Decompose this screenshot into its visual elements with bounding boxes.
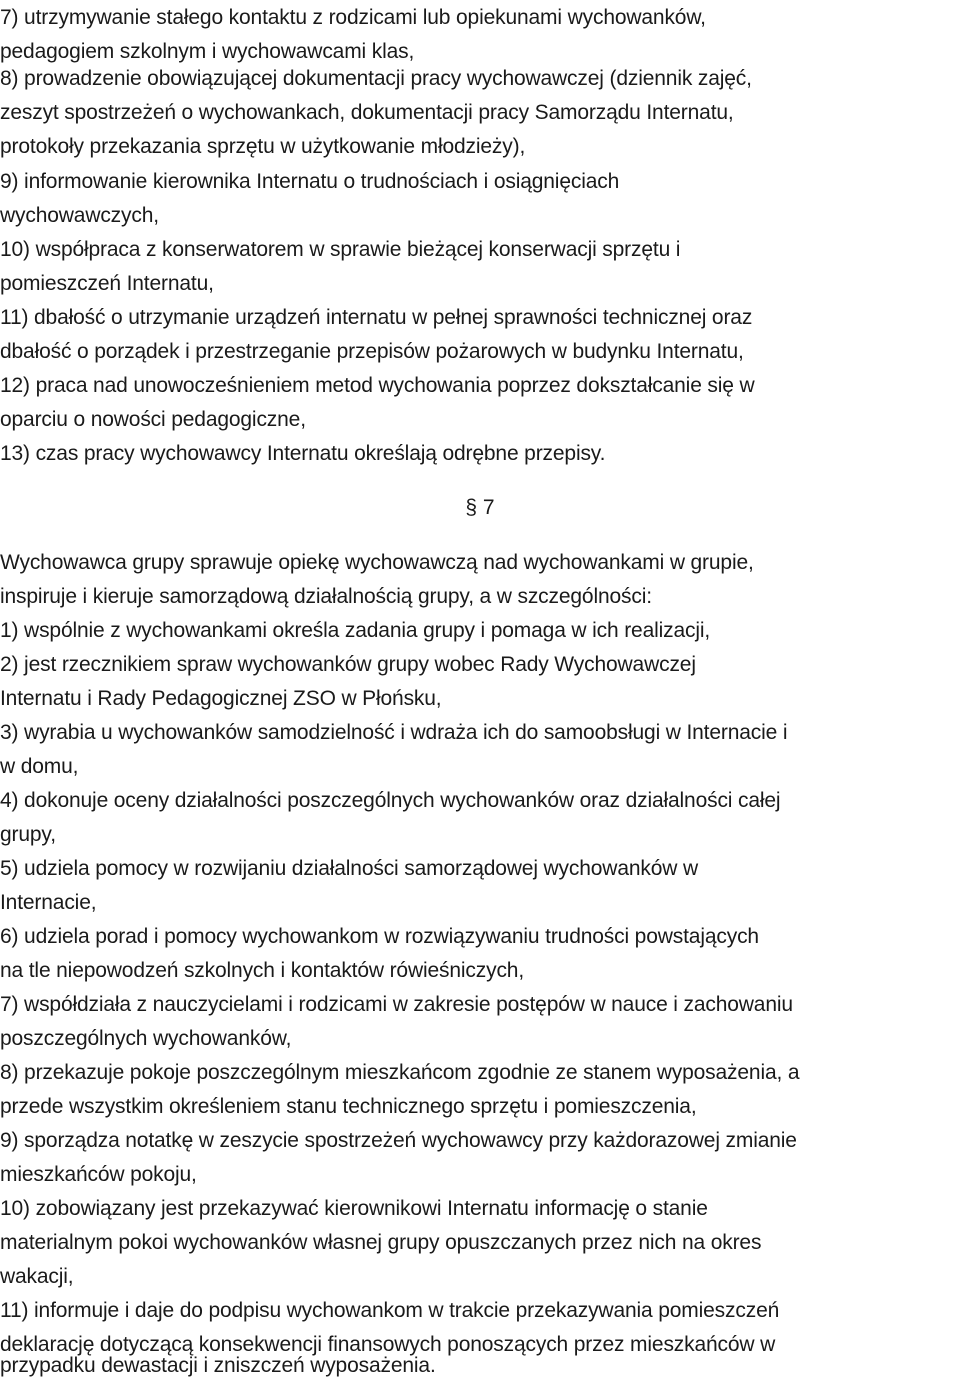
text-line: pedagogiem szkolnym i wychowawcami klas, bbox=[0, 40, 415, 63]
text-line: 9) sporządza notatkę w zeszycie spostrzeżeń wychowawcy przy każdorazowej zmianie bbox=[0, 1129, 797, 1152]
text-line: 2) jest rzecznikiem spraw wychowanków grupy wobec Rady Wychowawczej bbox=[0, 653, 696, 676]
text-line: deklarację dotyczącą konsekwencji finansowych ponoszących przez mieszkańców w bbox=[0, 1333, 776, 1356]
text-line: 8) przekazuje pokoje poszczególnym mieszkańcom zgodnie ze stanem wyposażenia, a bbox=[0, 1061, 800, 1084]
text-line: Internacie, bbox=[0, 891, 97, 914]
text-line: 7) utrzymywanie stałego kontaktu z rodzicami lub opiekunami wychowanków, bbox=[0, 6, 706, 29]
text-line: wychowawczych, bbox=[0, 204, 159, 227]
text-line: 13) czas pracy wychowawcy Internatu określają odrębne przepisy. bbox=[0, 442, 606, 465]
text-line: na tle niepowodzeń szkolnych i kontaktów rówieśniczych, bbox=[0, 959, 525, 982]
text-line: zeszyt spostrzeżeń o wychowankach, dokumentacji pracy Samorządu Internatu, bbox=[0, 101, 734, 124]
text-line: Wychowawca grupy sprawuje opiekę wychowawczą nad wychowankami w grupie, bbox=[0, 551, 754, 574]
section-heading: § 7 bbox=[465, 496, 495, 519]
text-line: Internatu i Rady Pedagogicznej ZSO w Płońsku, bbox=[0, 687, 442, 710]
text-line: 10) zobowiązany jest przekazywać kierownikowi Internatu informację o stanie bbox=[0, 1197, 708, 1220]
text-line: protokoły przekazania sprzętu w użytkowanie młodzieży), bbox=[0, 135, 526, 158]
text-line: 11) informuje i daje do podpisu wychowankom w trakcie przekazywania pomieszczeń bbox=[0, 1299, 780, 1322]
text-line: przede wszystkim określeniem stanu technicznego sprzętu i pomieszczenia, bbox=[0, 1095, 697, 1118]
text-line: 1) wspólnie z wychowankami określa zadania grupy i pomaga w ich realizacji, bbox=[0, 619, 711, 642]
text-line: 3) wyrabia u wychowanków samodzielność i wdraża ich do samoobsługi w Internacie i bbox=[0, 721, 788, 744]
text-line: 12) praca nad unowocześnieniem metod wychowania poprzez dokształcanie się w bbox=[0, 374, 755, 397]
text-line: poszczególnych wychowanków, bbox=[0, 1027, 292, 1050]
text-line: materialnym pokoi wychowanków własnej grupy opuszczanych przez nich na okres bbox=[0, 1231, 762, 1254]
text-line: w domu, bbox=[0, 755, 79, 778]
text-line: 4) dokonuje oceny działalności poszczególnych wychowanków oraz działalności całej bbox=[0, 789, 781, 812]
text-line: 11) dbałość o utrzymanie urządzeń internatu w pełnej sprawności technicznej oraz bbox=[0, 306, 753, 329]
text-line: 6) udziela porad i pomocy wychowankom w rozwiązywaniu trudności powstających bbox=[0, 925, 759, 948]
text-line: przypadku dewastacji i zniszczeń wyposażenia. bbox=[0, 1354, 436, 1377]
text-line: mieszkańców pokoju, bbox=[0, 1163, 197, 1186]
text-line: 9) informowanie kierownika Internatu o trudnościach i osiągnięciach bbox=[0, 170, 620, 193]
text-line: 10) współpraca z konserwatorem w sprawie bieżącej konserwacji sprzętu i bbox=[0, 238, 681, 261]
text-line: 7) współdziała z nauczycielami i rodzicami w zakresie postępów w nauce i zachowaniu bbox=[0, 993, 793, 1016]
text-line: dbałość o porządek i przestrzeganie przepisów pożarowych w budynku Internatu, bbox=[0, 340, 744, 363]
text-line: grupy, bbox=[0, 823, 56, 846]
text-line: inspiruje i kieruje samorządową działalnością grupy, a w szczególności: bbox=[0, 585, 652, 608]
text-line: wakacji, bbox=[0, 1265, 74, 1288]
text-line: 5) udziela pomocy w rozwijaniu działalności samorządowej wychowanków w bbox=[0, 857, 698, 880]
text-line: pomieszczeń Internatu, bbox=[0, 272, 214, 295]
text-line: oparciu o nowości pedagogiczne, bbox=[0, 408, 306, 431]
text-line: 8) prowadzenie obowiązującej dokumentacji pracy wychowawczej (dziennik zajęć, bbox=[0, 67, 752, 90]
